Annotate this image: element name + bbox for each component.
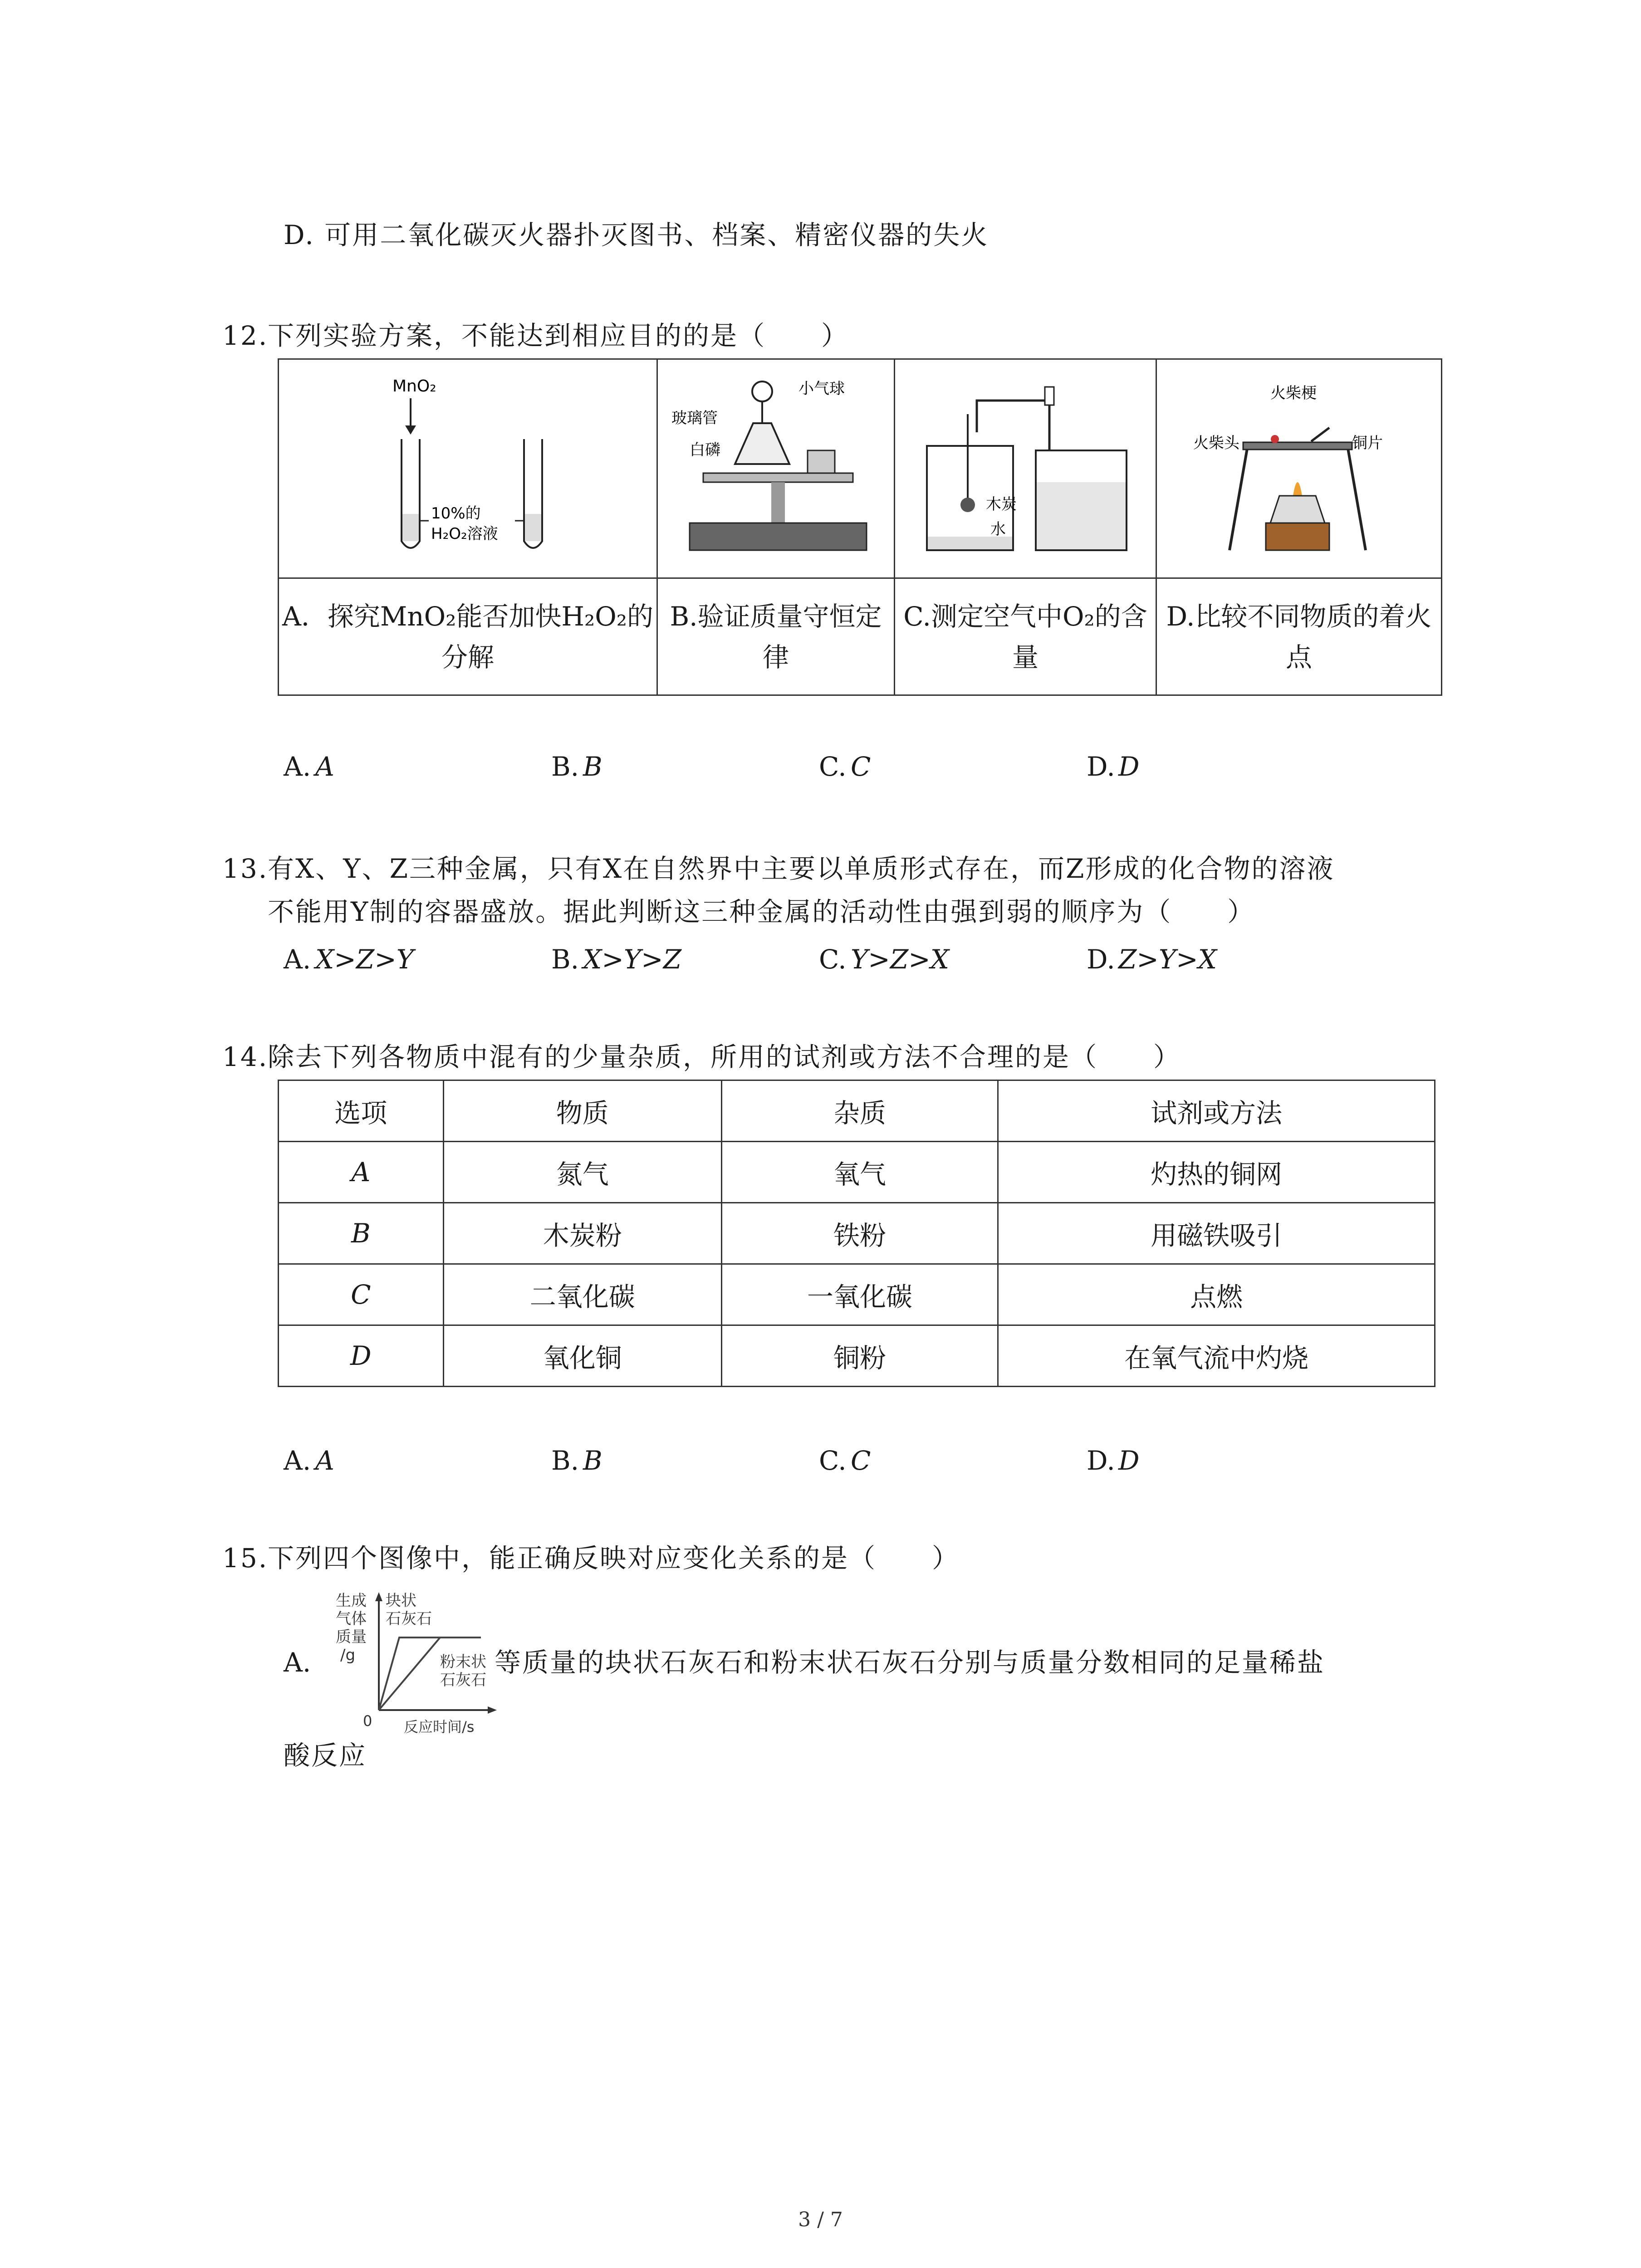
match-stick-label: 火柴梗 <box>1270 384 1317 402</box>
arrowhead-icon <box>405 425 416 435</box>
q12-option-d[interactable]: D. D <box>1087 751 1140 782</box>
q15-stem-text: 下列四个图像中，能正确反映对应变化关系的是（ ） <box>268 1543 960 1574</box>
row-label: B <box>279 1203 444 1264</box>
page-number: 3 / 7 <box>798 2208 843 2231</box>
flame <box>1293 482 1302 496</box>
q12-stem-text: 下列实验方案，不能达到相应目的的是（ ） <box>268 320 849 351</box>
water-label: 水 <box>990 520 1006 538</box>
table-row <box>279 1203 1435 1264</box>
cell-substance: 氮气 <box>443 1142 721 1203</box>
q15-option-a-text: 等质量的块状石灰石和粉末状石灰石分别与质量分数相同的足量稀盐 <box>495 1647 1325 1678</box>
header-impurity: 杂质 <box>721 1080 998 1142</box>
row-label: A <box>279 1142 444 1203</box>
charcoal-label: 木炭 <box>986 495 1017 513</box>
table-row <box>279 1264 1435 1325</box>
liquid-right <box>525 514 541 541</box>
q11-option-d: D. 可用二氧化碳灭火器扑灭图书、档案、精密仪器的失火 <box>284 220 989 250</box>
cell-substance: 氧化铜 <box>443 1325 721 1387</box>
cell-impurity: 铁粉 <box>721 1203 998 1264</box>
clamp <box>1045 387 1054 405</box>
q12-stem <box>222 318 849 354</box>
table-row <box>279 1325 1435 1387</box>
q15-stem <box>222 1540 960 1576</box>
q15-number: 15. <box>222 1543 269 1574</box>
curve-lump-label-2: 石灰石 <box>386 1610 432 1628</box>
header-method: 试剂或方法 <box>998 1080 1435 1142</box>
weights <box>808 450 835 473</box>
q13-option-b[interactable]: B. X>Y>Z <box>551 944 682 975</box>
graph-xlabel: 反应时间/s <box>404 1718 475 1735</box>
match-head-label: 火柴头 <box>1193 434 1239 452</box>
wood-block <box>1266 523 1329 550</box>
cell-method: 灼热的铜网 <box>998 1142 1435 1203</box>
copper-plate <box>1243 442 1352 450</box>
q13-stem-text-1: 有X、Y、Z三种金属，只有X在自然界中主要以单质形式存在，而Z形成的化合物的溶液 <box>268 853 1335 884</box>
y-axis-arrow-icon <box>375 1592 382 1601</box>
q12-figure-c <box>895 359 1156 578</box>
graph-ylabel-3: 质量 <box>336 1628 367 1646</box>
delivery-tube <box>977 401 1049 450</box>
q12-caption-a: A．探究MnO₂能否加快H₂O₂的分解 <box>279 578 657 695</box>
q12-option-a[interactable]: A. A <box>284 751 334 782</box>
q13-option-c[interactable]: C. Y>Z>X <box>819 944 950 975</box>
row-label: C <box>279 1264 444 1325</box>
cell-impurity: 一氧化碳 <box>721 1264 998 1325</box>
q15-option-a-key[interactable]: A. <box>284 1647 311 1678</box>
table-header-row <box>279 1080 1435 1142</box>
table-row <box>279 1142 1435 1203</box>
charcoal <box>960 498 975 512</box>
row-label: D <box>279 1325 444 1387</box>
graph-ylabel-4: /g <box>340 1646 356 1664</box>
liquid-left <box>402 514 419 541</box>
balloon <box>752 381 772 401</box>
balance-beam <box>703 473 853 482</box>
ignition-figure <box>1157 360 1441 577</box>
copper-plate-label: 铜片 <box>1352 434 1383 452</box>
q12-option-c[interactable]: C. C <box>819 751 871 782</box>
curve-lump-label-1: 块状 <box>386 1592 416 1610</box>
q12-figure-b <box>657 359 895 578</box>
balance-figure <box>658 360 894 577</box>
curve-powder-label-1: 粉末状 <box>440 1653 486 1671</box>
q13-stem-line1 <box>222 850 1334 887</box>
graph-origin: 0 <box>363 1712 372 1730</box>
cell-impurity: 氧气 <box>721 1142 998 1203</box>
cell-method: 用磁铁吸引 <box>998 1203 1435 1264</box>
q14-option-a[interactable]: A. A <box>284 1445 334 1476</box>
q14-impurity-table <box>278 1080 1435 1387</box>
cell-method: 在氧气流中灼烧 <box>998 1325 1435 1387</box>
q14-option-b[interactable]: B. B <box>551 1445 603 1476</box>
q15-option-a-text-cont: 酸反应 <box>284 1740 367 1771</box>
alcohol-lamp <box>1270 496 1325 523</box>
q14-number: 14. <box>222 1041 269 1072</box>
q14-stem <box>222 1039 1181 1075</box>
curve-powder-label-2: 石灰石 <box>440 1671 486 1689</box>
q13-number: 13. <box>222 853 269 884</box>
q12-number: 12. <box>222 320 269 351</box>
q12-experiment-table <box>278 358 1442 696</box>
cell-impurity: 铜粉 <box>721 1325 998 1387</box>
cell-substance: 木炭粉 <box>443 1203 721 1264</box>
q15-option-a-graph <box>331 1588 504 1737</box>
cell-substance: 二氧化碳 <box>443 1264 721 1325</box>
test-tubes-figure <box>279 360 656 577</box>
q12-caption-c: C.测定空气中O₂的含量 <box>895 578 1156 695</box>
q13-stem-line2: 不能用Y制的容器盛放。据此判断这三种金属的活动性由强到弱的顺序为（ ） <box>268 896 1255 927</box>
solution-label-2: H₂O₂溶液 <box>431 525 498 543</box>
curve-powder <box>379 1637 440 1710</box>
glass-tube-label: 玻璃管 <box>671 409 718 427</box>
white-phosphorus-label: 白磷 <box>690 441 720 459</box>
balloon-label: 小气球 <box>798 380 845 398</box>
q12-figure-d <box>1156 359 1442 578</box>
air-oxygen-figure <box>895 360 1156 577</box>
solution-label-1: 10%的 <box>431 504 481 523</box>
flask <box>735 423 789 464</box>
x-axis-arrow-icon <box>488 1706 497 1714</box>
q14-option-d[interactable]: D. D <box>1087 1445 1140 1476</box>
q13-option-d[interactable]: D. Z>Y>X <box>1087 944 1217 975</box>
balance-base <box>690 523 867 550</box>
q12-option-b[interactable]: B. B <box>551 751 603 782</box>
mno2-label: MnO₂ <box>392 377 436 396</box>
q13-option-a[interactable]: A. X>Z>Y <box>284 944 414 975</box>
cell-method: 点燃 <box>998 1264 1435 1325</box>
q12-caption-d: D.比较不同物质的着火点 <box>1156 578 1442 695</box>
graph-ylabel-1: 生成 <box>336 1592 367 1610</box>
header-substance: 物质 <box>443 1080 721 1142</box>
header-option: 选项 <box>279 1080 444 1142</box>
graph-ylabel-2: 气体 <box>336 1610 367 1628</box>
q12-figure-a <box>279 359 657 578</box>
q14-option-c[interactable]: C. C <box>819 1445 871 1476</box>
q12-caption-b: B.验证质量守恒定律 <box>657 578 895 695</box>
q14-stem-text: 除去下列各物质中混有的少量杂质，所用的试剂或方法不合理的是（ ） <box>268 1041 1181 1072</box>
